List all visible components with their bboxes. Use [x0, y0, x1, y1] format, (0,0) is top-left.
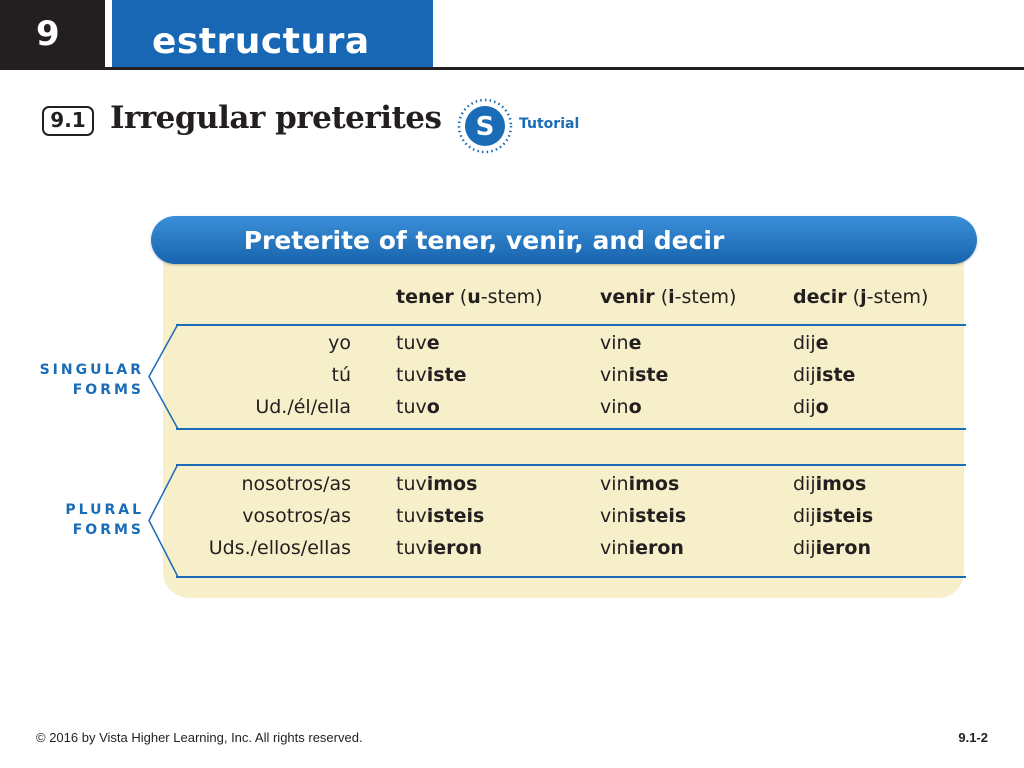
verb-form-cell [793, 332, 829, 354]
verb-stem: dij [793, 332, 816, 354]
verb-stem: dij [793, 364, 816, 386]
verb-ending: ieron [426, 537, 483, 559]
singular-bracket [147, 323, 179, 430]
verb-ending: o [426, 396, 440, 418]
verb-ending: iste [628, 364, 669, 386]
verb-stem: dij [793, 396, 816, 418]
plural-top-rule [176, 464, 966, 466]
section-number-badge: 9.1 [42, 106, 94, 136]
verb-ending: imos [815, 473, 867, 495]
verb-form-cell [600, 364, 668, 386]
verb-stem: tuv [396, 473, 427, 495]
verb-form-cell [793, 537, 871, 559]
column-header-venir: venir (i-stem) [600, 286, 737, 308]
verb-stem: dij [793, 537, 816, 559]
verb-form-cell [793, 396, 829, 418]
verb-stem: tuv [396, 537, 427, 559]
verb-form-cell [396, 473, 477, 495]
copyright-notice: © 2016 by Vista Higher Learning, Inc. All rights reserved. [36, 730, 363, 745]
verb-ending: e [426, 332, 440, 354]
verb-stem: tuv [396, 396, 427, 418]
verb-form-cell [600, 505, 686, 527]
verb-ending: iste [815, 364, 856, 386]
verb-ending: e [815, 332, 829, 354]
verb-stem: tuv [396, 364, 427, 386]
chapter-title: estructura [112, 0, 433, 68]
plural-bracket [147, 463, 179, 578]
header-divider [0, 67, 1024, 70]
singular-forms-label: SINGULAR FORMS [39, 362, 144, 398]
pronoun-label: nosotros/as [241, 473, 351, 495]
verb-stem: vin [600, 332, 629, 354]
verb-ending: ieron [815, 537, 871, 559]
verb-form-cell [396, 537, 482, 559]
column-header-tener: tener (u-stem) [396, 286, 543, 308]
verb-ending: o [815, 396, 829, 418]
pronoun-label: tú [331, 364, 351, 386]
column-header-decir: decir (j-stem) [793, 286, 929, 308]
verb-ending: e [628, 332, 642, 354]
svg-text:S: S [475, 112, 495, 142]
verb-ending: isteis [628, 505, 687, 527]
verb-stem: vin [600, 364, 629, 386]
verb-ending: o [628, 396, 642, 418]
tutorial-link[interactable]: Tutorial [519, 116, 580, 132]
verb-form-cell [396, 332, 440, 354]
singular-top-rule [176, 324, 966, 326]
verb-stem: vin [600, 537, 629, 559]
verb-form-cell [600, 332, 641, 354]
page-number: 9.1-2 [958, 730, 988, 745]
verb-stem: tuv [396, 505, 427, 527]
pronoun-label: yo [328, 332, 351, 354]
verb-form-cell [396, 364, 467, 386]
verb-stem: vin [600, 396, 629, 418]
verb-stem: dij [793, 505, 816, 527]
chapter-number: 9 [0, 0, 105, 68]
verb-ending: ieron [628, 537, 684, 559]
verb-ending: imos [426, 473, 478, 495]
verb-form-cell [396, 396, 440, 418]
verb-ending: imos [628, 473, 680, 495]
verb-form-cell [600, 396, 642, 418]
verb-ending: isteis [815, 505, 874, 527]
plural-bottom-rule [176, 576, 966, 578]
table-title: Preterite of tener, venir, and decir [243, 226, 725, 255]
verb-stem: tuv [396, 332, 427, 354]
table-title-bar [151, 216, 977, 264]
verb-ending: iste [426, 364, 467, 386]
verb-form-cell [793, 473, 866, 495]
pronoun-label: vosotros/as [242, 505, 351, 527]
verb-ending: isteis [426, 505, 485, 527]
tutorial-icon[interactable] [457, 98, 513, 154]
verb-form-cell [793, 364, 855, 386]
singular-bottom-rule [176, 428, 966, 430]
section-title: Irregular preterites [110, 100, 442, 136]
verb-form-cell [396, 505, 484, 527]
pronoun-label: Ud./él/ella [255, 396, 351, 418]
verb-stem: vin [600, 473, 629, 495]
verb-form-cell [600, 473, 679, 495]
pronoun-label: Uds./ellos/ellas [208, 537, 351, 559]
verb-stem: vin [600, 505, 629, 527]
plural-forms-label: PLURAL FORMS [65, 502, 144, 538]
verb-form-cell [600, 537, 684, 559]
verb-stem: dij [793, 473, 816, 495]
verb-form-cell [793, 505, 873, 527]
